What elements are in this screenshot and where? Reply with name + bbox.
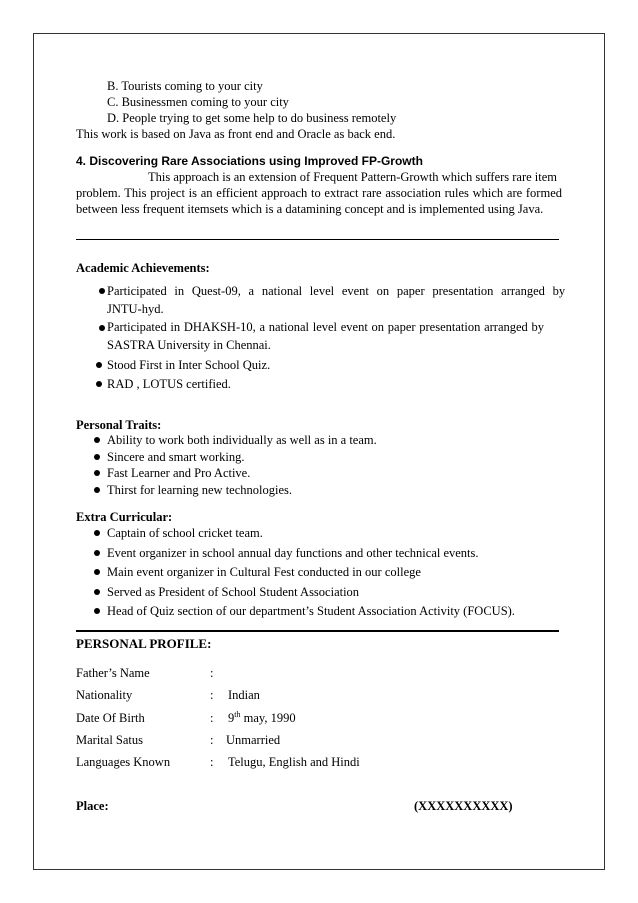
bullet-icon xyxy=(99,288,105,294)
academic-item-2-line1: Participated in DHAKSH-10, a national level event on paper presentation arranged by xyxy=(107,320,545,334)
bullet-icon xyxy=(94,608,100,614)
academic-item-1-line1: Participated in Quest-09, a national level event on paper presentation arranged by xyxy=(107,284,566,298)
dob-rest: may, 1990 xyxy=(240,711,296,725)
traits-heading: Personal Traits: xyxy=(76,418,162,432)
profile-nationality-label: Nationality xyxy=(76,688,133,702)
bullet-icon xyxy=(94,530,100,536)
profile-marital-value: Unmarried xyxy=(226,733,281,747)
project-item-d: D. People trying to get some help to do business remotely xyxy=(107,111,397,125)
profile-dob-colon: : xyxy=(210,711,214,725)
bullet-icon xyxy=(96,381,102,387)
project-item-b: B. Tourists coming to your city xyxy=(107,79,263,93)
profile-marital-label: Marital Satus xyxy=(76,733,144,747)
project-tech-note: This work is based on Java as front end and Oracle as back end. xyxy=(76,127,396,141)
profile-fathers-name-label: Father’s Name xyxy=(76,666,150,680)
academic-item-3: Stood First in Inter School Quiz. xyxy=(107,358,271,372)
bullet-icon xyxy=(94,569,100,575)
profile-fathers-name-colon: : xyxy=(210,666,214,680)
academic-item-2-line2: SASTRA University in Chennai. xyxy=(107,338,271,352)
profile-languages-label: Languages Known xyxy=(76,755,171,769)
trait-item-4: Thirst for learning new technologies. xyxy=(107,483,293,497)
trait-item-2: Sincere and smart working. xyxy=(107,450,245,464)
trait-item-3: Fast Learner and Pro Active. xyxy=(107,466,251,480)
extra-heading: Extra Curricular: xyxy=(76,510,173,524)
bullet-icon xyxy=(99,325,105,331)
bullet-icon xyxy=(94,454,100,460)
bullet-icon xyxy=(94,437,100,443)
academic-item-1-line2: JNTU-hyd. xyxy=(107,302,164,316)
signature: (XXXXXXXXXX) xyxy=(414,799,513,813)
dob-day: 9 xyxy=(228,711,235,725)
profile-marital-colon: : xyxy=(210,733,214,747)
profile-nationality-colon: : xyxy=(210,688,214,702)
extra-item-3: Main event organizer in Cultural Fest conducted in our college xyxy=(107,565,421,579)
academic-heading: Academic Achievements: xyxy=(76,261,210,275)
extra-item-4: Served as President of School Student Association xyxy=(107,585,360,599)
bullet-icon xyxy=(96,362,102,368)
bullet-icon xyxy=(94,550,100,556)
extra-item-1: Captain of school cricket team. xyxy=(107,526,263,540)
trait-item-1: Ability to work both individually as well as in a team. xyxy=(107,433,377,447)
profile-heading: PERSONAL PROFILE: xyxy=(76,636,212,651)
dob-suffix: th xyxy=(234,709,241,719)
bullet-icon xyxy=(94,487,100,493)
profile-dob-label: Date Of Birth xyxy=(76,711,145,725)
profile-languages-colon: : xyxy=(210,755,214,769)
extra-item-2: Event organizer in school annual day functions and other technical events. xyxy=(107,546,479,560)
bullet-icon xyxy=(94,589,100,595)
project-4-title: 4. Discovering Rare Associations using Improved FP-Growth xyxy=(76,154,423,168)
section-divider xyxy=(76,239,559,240)
academic-item-4: RAD , LOTUS certified. xyxy=(107,377,231,391)
project-4-first-line: This approach is an extension of Frequent Pattern-Growth which suffers rare item xyxy=(148,170,558,184)
extra-item-5: Head of Quiz section of our department’s Student Association Activity (FOCUS). xyxy=(107,604,515,618)
project-4-description: problem. This project is an efficient approach to extract rare association rules which are formed between less frequent itemsets which is a datamining concept and is implemented using Java. xyxy=(76,186,562,216)
profile-dob-value xyxy=(228,710,296,726)
profile-languages-value: Telugu, English and Hindi xyxy=(228,755,360,769)
project-item-c: C. Businessmen coming to your city xyxy=(107,95,289,109)
bullet-icon xyxy=(94,470,100,476)
place-label: Place: xyxy=(76,799,109,813)
profile-nationality-value: Indian xyxy=(228,688,260,702)
section-divider xyxy=(76,630,559,632)
